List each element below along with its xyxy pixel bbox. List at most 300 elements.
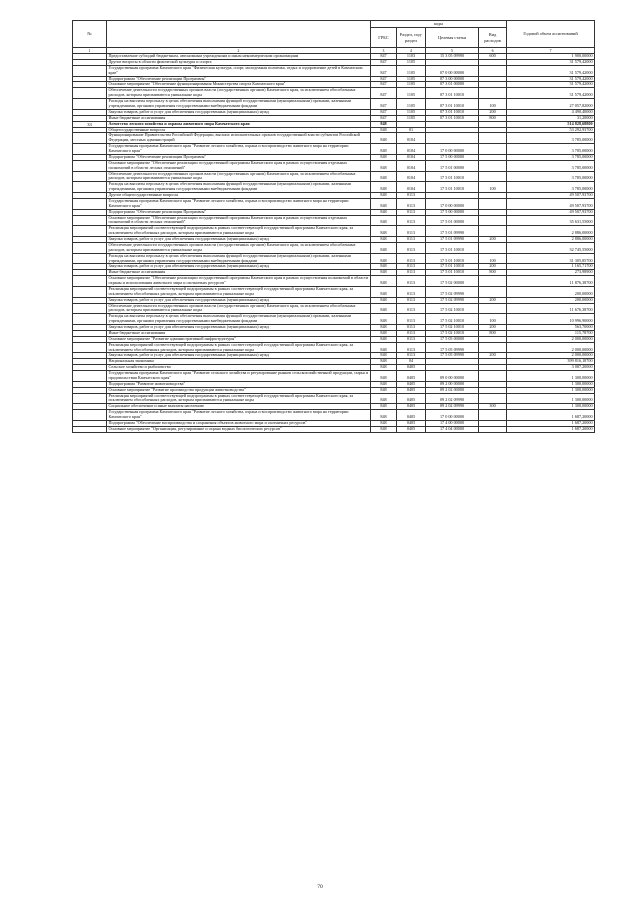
row-csr: 17 5 01 10010 <box>426 182 479 193</box>
row-grbs: 848 <box>371 420 397 426</box>
row-csr: 17 5 02 10010 <box>426 330 479 336</box>
row-csr: 07 3 01 10010 <box>426 109 479 115</box>
row-name: Обеспечение деятельности государственных органов власти (государственных органов) Камчатского края, за исключением обособленных расходов, которым присваиваются уникальные коды <box>107 88 371 99</box>
row-vr: 600 <box>479 54 507 60</box>
row-razdel: 0405 <box>397 426 426 432</box>
row-name: Обеспечение деятельности государственных органов власти (государственных органов) Камчатского края, за исключением обособленных расходов, которым присваиваются уникальные коды <box>107 303 371 314</box>
row-csr: 07 3 01 10010 <box>426 99 479 110</box>
row-razdel: 0405 <box>397 410 426 421</box>
row-number <box>73 160 107 171</box>
row-vr: 800 <box>479 330 507 336</box>
row-csr: 17 5 02 10010 <box>426 325 479 331</box>
row-amount: 31 305,85700 <box>507 253 595 264</box>
row-number <box>73 426 107 432</box>
row-grbs: 847 <box>371 82 397 88</box>
row-csr: 09 2 02 09990 <box>426 404 479 410</box>
row-razdel: 0113 <box>397 353 426 359</box>
row-razdel: 0104 <box>397 133 426 144</box>
row-number <box>73 371 107 382</box>
row-csr: 17 0 00 00000 <box>426 410 479 421</box>
row-amount: 49 507,93700 <box>507 193 595 199</box>
row-amount: 200,00000 <box>507 297 595 303</box>
row-amount: 3 785,00000 <box>507 182 595 193</box>
table-row <box>73 276 595 287</box>
row-grbs: 848 <box>371 410 397 421</box>
row-razdel: 0104 <box>397 171 426 182</box>
row-name: Расходы на выплаты персоналу в целях обеспечения выполнения функций государственными (муниципальными) органами, казенными учреждениями, органами управления государственными внебюджетными фондами <box>107 314 371 325</box>
table-row <box>73 314 595 325</box>
table-row <box>73 65 595 76</box>
row-csr <box>426 133 479 144</box>
row-amount: 53 292,93700 <box>507 127 595 133</box>
row-name: Государственная программа Камчатского края "Развитие лесного хозяйства, охрана и воспроизводство животного мира на территории Камчатского края" <box>107 198 371 209</box>
row-razdel: 0113 <box>397 264 426 270</box>
row-number <box>73 171 107 182</box>
table-row <box>73 410 595 421</box>
row-vr: 800 <box>479 270 507 276</box>
row-grbs: 847 <box>371 109 397 115</box>
page-number: 70 <box>317 884 323 890</box>
row-csr: 09 2 00 00000 <box>426 381 479 387</box>
row-csr: 17 5 05 09990 <box>426 353 479 359</box>
row-name: Подпрограмма "Обеспечение воспроизводства и сохранения объектов животного мира и охотничьих ресурсов" <box>107 420 371 426</box>
header-num: № <box>73 21 107 48</box>
row-amount: 1 687,20000 <box>507 420 595 426</box>
row-amount: 31 579,42000 <box>507 82 595 88</box>
row-name: Основное мероприятие "Обеспечение функционирования Министерства спорта Камчатского края" <box>107 82 371 88</box>
table-row <box>73 393 595 404</box>
row-grbs: 848 <box>371 226 397 237</box>
row-razdel: 0113 <box>397 237 426 243</box>
row-name: Основное мероприятие "Развитие производства продукции животноводства" <box>107 387 371 393</box>
row-razdel: 0113 <box>397 198 426 209</box>
row-razdel: 0113 <box>397 342 426 353</box>
row-razdel: 0104 <box>397 144 426 155</box>
row-amount: 11 876,38700 <box>507 276 595 287</box>
row-number <box>73 242 107 253</box>
row-razdel: 1105 <box>397 99 426 110</box>
row-csr: 17 5 01 10010 <box>426 253 479 264</box>
row-name: Общегосударственные вопросы <box>107 127 371 133</box>
row-vr <box>479 133 507 144</box>
row-name: Основное мероприятие "Обеспечение реализации государственной программы Камчатского края в рамках осуществления отдельных полномочий в области лесных отношений" <box>107 215 371 226</box>
row-name: Сельское хозяйство и рыболовство <box>107 365 371 371</box>
row-name: Подпрограмма "Развитие животноводства" <box>107 381 371 387</box>
row-grbs: 848 <box>371 353 397 359</box>
header-csr: Целевая статья <box>426 28 479 48</box>
row-csr: 17 0 00 00000 <box>426 198 479 209</box>
row-number <box>73 303 107 314</box>
header-codes: коды <box>371 21 507 28</box>
row-csr: 17 0 00 00000 <box>426 144 479 155</box>
row-razdel: 01 <box>397 127 426 133</box>
row-grbs: 847 <box>371 54 397 60</box>
row-number: 33 <box>73 121 107 127</box>
row-razdel: 0405 <box>397 404 426 410</box>
row-name: Закупка товаров, работ и услуг для обеспечения государственных (муниципальных) нужд <box>107 264 371 270</box>
row-name: Обеспечение деятельности государственных органов власти (государственных органов) Камчатского края, за исключением обособленных расходов, которым присваиваются уникальные коды <box>107 242 371 253</box>
row-razdel: 0113 <box>397 330 426 336</box>
row-vr <box>479 393 507 404</box>
row-csr: 17 5 01 00000 <box>426 160 479 171</box>
row-csr: 17 5 01 09990 <box>426 237 479 243</box>
row-vr: 200 <box>479 264 507 270</box>
row-vr <box>479 198 507 209</box>
row-grbs: 848 <box>371 264 397 270</box>
row-vr <box>479 171 507 182</box>
table-row <box>73 215 595 226</box>
row-amount: 3 785,00000 <box>507 154 595 160</box>
row-razdel: 1105 <box>397 88 426 99</box>
row-grbs: 848 <box>371 160 397 171</box>
row-grbs: 848 <box>371 242 397 253</box>
row-razdel: 1105 <box>397 115 426 121</box>
row-grbs: 847 <box>371 76 397 82</box>
table-row <box>73 160 595 171</box>
row-csr: 17 4 04 00000 <box>426 426 479 432</box>
table-row <box>73 198 595 209</box>
row-vr: 200 <box>479 353 507 359</box>
row-amount: 31 579,42000 <box>507 59 595 65</box>
index-cell: 6 <box>479 48 507 54</box>
row-name: Государственная программа Камчатского края "Развитие лесного хозяйства, охрана и воспроизводство животного мира на территории Камчатского края" <box>107 144 371 155</box>
row-name: Основное мероприятие "Обеспечение реализации государственной программы Камчатского края в рамках осуществления отдельных полномочий в области лесных отношений" <box>107 160 371 171</box>
row-razdel: 1105 <box>397 82 426 88</box>
row-name: Иные бюджетные ассигнования <box>107 270 371 276</box>
row-vr <box>479 144 507 155</box>
row-grbs: 848 <box>371 144 397 155</box>
row-amount: 399 816,18700 <box>507 359 595 365</box>
row-amount: 563,70000 <box>507 325 595 331</box>
row-name: Национальная экономика <box>107 359 371 365</box>
row-csr: 17 5 01 00000 <box>426 215 479 226</box>
row-name: Закупка товаров, работ и услуг для обеспечения государственных (муниципальных) нужд <box>107 109 371 115</box>
row-amount: 3 087,20000 <box>507 365 595 371</box>
row-grbs: 848 <box>371 209 397 215</box>
row-csr: 09 2 02 00000 <box>426 387 479 393</box>
row-grbs: 848 <box>371 276 397 287</box>
row-name: Другие вопросы в области физической культуры и спорта <box>107 59 371 65</box>
row-grbs: 848 <box>371 286 397 297</box>
index-cell: 4 <box>397 48 426 54</box>
row-razdel: 0113 <box>397 215 426 226</box>
row-amount: 273,98900 <box>507 270 595 276</box>
table-row <box>73 342 595 353</box>
row-grbs: 848 <box>371 426 397 432</box>
row-razdel: 0113 <box>397 242 426 253</box>
row-grbs: 848 <box>371 387 397 393</box>
row-csr: 17 5 02 09990 <box>426 286 479 297</box>
row-grbs: 847 <box>371 115 397 121</box>
row-amount: 1 165,71700 <box>507 264 595 270</box>
row-razdel: 0405 <box>397 393 426 404</box>
row-grbs: 847 <box>371 59 397 65</box>
row-name: Расходы на выплаты персоналу в целях обеспечения выполнения функций государственными (муниципальными) органами, казенными учреждениями, органами управления государственными внебюджетными фондами <box>107 182 371 193</box>
row-vr <box>479 342 507 353</box>
table-row <box>73 371 595 382</box>
row-vr <box>479 371 507 382</box>
index-cell: 3 <box>371 48 397 54</box>
row-grbs: 848 <box>371 359 397 365</box>
header-grbs: ГРБС <box>371 28 397 48</box>
row-vr <box>479 242 507 253</box>
row-razdel: 0113 <box>397 336 426 342</box>
row-name: Основное мероприятие "Обеспечение реализации государственной программы Камчатского края в рамках осуществления полномочий в области охраны и использования животного мира и охотничьих ресурсов" <box>107 276 371 287</box>
table-row <box>73 133 595 144</box>
row-grbs: 848 <box>371 182 397 193</box>
header-amount: Годовой объем ассигнований <box>507 21 595 48</box>
row-name: Обеспечение деятельности государственных органов власти (государственных органов) Камчатского края, за исключением обособленных расходов, которым присваиваются уникальные коды <box>107 171 371 182</box>
row-grbs: 848 <box>371 381 397 387</box>
row-csr: 17 4 00 00000 <box>426 420 479 426</box>
row-vr: 100 <box>479 99 507 110</box>
row-razdel: 1103 <box>397 54 426 60</box>
row-amount: 2 000,00000 <box>507 353 595 359</box>
row-grbs: 848 <box>371 303 397 314</box>
budget-table-sheet <box>72 20 594 433</box>
row-amount: 49 507,93700 <box>507 209 595 215</box>
row-razdel: 0104 <box>397 182 426 193</box>
table-row <box>73 99 595 110</box>
row-razdel: 04 <box>397 359 426 365</box>
row-vr <box>479 426 507 432</box>
row-vr: 100 <box>479 314 507 325</box>
row-razdel: 0405 <box>397 371 426 382</box>
row-number <box>73 144 107 155</box>
row-vr: 200 <box>479 109 507 115</box>
row-number <box>73 88 107 99</box>
row-csr: 17 5 01 10010 <box>426 171 479 182</box>
row-razdel: 0113 <box>397 270 426 276</box>
row-name: Предоставление субсидий бюджетным, автономным учреждениям и иным некоммерческим организациям <box>107 54 371 60</box>
row-name: Реализация мероприятий соответствующей подпрограммы в рамках соответствующей государственной программы Камчатского края, за исключением обособленных расходов, которым присваиваются уникальные коды <box>107 393 371 404</box>
index-cell: 2 <box>107 48 371 54</box>
row-number <box>73 342 107 353</box>
row-name: Иные бюджетные ассигнования <box>107 330 371 336</box>
row-grbs: 848 <box>371 154 397 160</box>
table-row <box>73 182 595 193</box>
table-body <box>73 54 595 433</box>
row-amount: 31 579,42000 <box>507 76 595 82</box>
index-cell: 1 <box>73 48 107 54</box>
header-name <box>107 21 371 48</box>
row-number <box>73 226 107 237</box>
table-row <box>73 303 595 314</box>
row-razdel: 0113 <box>397 297 426 303</box>
row-csr: 17 5 01 10010 <box>426 242 479 253</box>
row-grbs: 847 <box>371 65 397 76</box>
row-csr: 17 5 02 10010 <box>426 303 479 314</box>
index-cell: 7 <box>507 48 595 54</box>
row-grbs: 848 <box>371 371 397 382</box>
row-grbs: 848 <box>371 127 397 133</box>
row-grbs: 848 <box>371 393 397 404</box>
row-amount: 1 687,20000 <box>507 410 595 421</box>
row-razdel: 0405 <box>397 365 426 371</box>
index-cell: 5 <box>426 48 479 54</box>
row-name: Реализация мероприятий соответствующей подпрограммы в рамках соответствующей государственной программы Камчатского края, за исключением обособленных расходов, которым присваиваются уникальные коды <box>107 226 371 237</box>
row-name: Функционирование Правительства Российской Федерации, высших исполнительных органов государственной власти субъектов Российской Федерации, местных администраций <box>107 133 371 144</box>
row-amount: 514 828,68800 <box>507 121 595 127</box>
row-name: Расходы на выплаты персоналу в целях обеспечения выполнения функций государственными (муниципальными) органами, казенными учреждениями, органами управления государственными внебюджетными фондами <box>107 99 371 110</box>
row-razdel: 1105 <box>397 76 426 82</box>
row-csr: 15 3 05 09990 <box>426 54 479 60</box>
row-grbs: 848 <box>371 237 397 243</box>
row-csr: 07 3 01 10010 <box>426 115 479 121</box>
row-name: Социальное обеспечение и иные выплаты населению <box>107 404 371 410</box>
row-vr <box>479 303 507 314</box>
row-amount: 27 057,82000 <box>507 99 595 110</box>
row-csr: 07 0 00 00000 <box>426 65 479 76</box>
row-razdel: 0113 <box>397 303 426 314</box>
row-razdel: 0405 <box>397 387 426 393</box>
row-csr: 17 5 01 10010 <box>426 270 479 276</box>
row-number <box>73 215 107 226</box>
row-amount: 200,00000 <box>507 286 595 297</box>
row-razdel: 0113 <box>397 325 426 331</box>
row-amount: 11 676,38700 <box>507 303 595 314</box>
row-vr: 800 <box>479 115 507 121</box>
row-razdel: 0113 <box>397 226 426 237</box>
row-number <box>73 182 107 193</box>
row-amount: 1 300,00000 <box>507 381 595 387</box>
table-row <box>73 171 595 182</box>
row-amount: 10 996,90000 <box>507 314 595 325</box>
row-number <box>73 133 107 144</box>
row-razdel: 0113 <box>397 209 426 215</box>
row-vr <box>479 160 507 171</box>
row-grbs: 848 <box>371 193 397 199</box>
row-grbs: 848 <box>371 215 397 226</box>
row-grbs: 848 <box>371 198 397 209</box>
row-grbs: 847 <box>371 88 397 99</box>
row-vr: 200 <box>479 297 507 303</box>
row-razdel: 0113 <box>397 276 426 287</box>
row-vr <box>479 65 507 76</box>
row-csr: 17 5 00 00000 <box>426 209 479 215</box>
row-amount: 49 507,93700 <box>507 198 595 209</box>
row-name: Реализация мероприятий соответствующей подпрограммы в рамках соответствующей государственной программы Камчатского края, за исключением обособленных расходов, которым присваиваются уникальные коды <box>107 342 371 353</box>
row-amount: 2 000,00000 <box>507 336 595 342</box>
row-amount: 31 579,42000 <box>507 65 595 76</box>
row-vr: 100 <box>479 182 507 193</box>
table-row <box>73 88 595 99</box>
row-amount: 31 579,42000 <box>507 88 595 99</box>
row-name: Основное мероприятие "Организация, регулирование и охрана водных биологических ресурсов" <box>107 426 371 432</box>
row-razdel: 1105 <box>397 59 426 65</box>
row-name: Закупка товаров, работ и услуг для обеспечения государственных (муниципальных) нужд <box>107 353 371 359</box>
row-csr: 09 0 00 00000 <box>426 371 479 382</box>
table-row <box>73 253 595 264</box>
row-name: Иные бюджетные ассигнования <box>107 115 371 121</box>
row-vr <box>479 286 507 297</box>
row-amount: 2 886,00000 <box>507 226 595 237</box>
row-name: Подпрограмма "Обеспечение реализации Программы" <box>107 76 371 82</box>
row-number <box>73 276 107 287</box>
row-amount: 35 631,55000 <box>507 215 595 226</box>
row-amount: 1 687,20000 <box>507 426 595 432</box>
row-number <box>73 198 107 209</box>
row-amount: 1 300,00000 <box>507 404 595 410</box>
row-csr: 07 3 01 10010 <box>426 88 479 99</box>
row-number <box>73 393 107 404</box>
row-amount: 31,20000 <box>507 115 595 121</box>
row-name: Расходы на выплаты персоналу в целях обеспечения выполнения функций государственными (муниципальными) органами, казенными учреждениями, органами управления государственными внебюджетными фондами <box>107 253 371 264</box>
row-grbs: 848 <box>371 330 397 336</box>
row-csr: 17 5 02 10010 <box>426 314 479 325</box>
row-grbs: 847 <box>371 99 397 110</box>
row-grbs: 848 <box>371 270 397 276</box>
row-vr: 300 <box>479 404 507 410</box>
row-csr: 07 3 00 00000 <box>426 76 479 82</box>
table-row <box>73 242 595 253</box>
row-amount: 1 900,00000 <box>507 54 595 60</box>
row-number <box>73 286 107 297</box>
row-csr: 17 5 01 09990 <box>426 226 479 237</box>
row-name: Другие общегосударственные вопросы <box>107 193 371 199</box>
row-csr: 17 5 00 00000 <box>426 154 479 160</box>
row-razdel: 1105 <box>397 65 426 76</box>
row-amount: 2 000,00000 <box>507 342 595 353</box>
row-csr: 09 2 02 09990 <box>426 393 479 404</box>
row-grbs: 848 <box>371 336 397 342</box>
row-grbs: 848 <box>371 171 397 182</box>
row-razdel: 0113 <box>397 286 426 297</box>
row-number <box>73 314 107 325</box>
row-amount: 32 745,55000 <box>507 242 595 253</box>
row-csr: 17 5 05 09990 <box>426 342 479 353</box>
row-razdel: 0113 <box>397 253 426 264</box>
row-vr: 200 <box>479 325 507 331</box>
row-name: Реализация мероприятий соответствующей подпрограммы в рамках соответствующей государственной программы Камчатского края, за исключением обособленных расходов, которым присваиваются уникальные коды <box>107 286 371 297</box>
row-razdel: 0405 <box>397 420 426 426</box>
row-grbs: 848 <box>371 325 397 331</box>
table-row <box>73 286 595 297</box>
row-vr <box>479 410 507 421</box>
table-row <box>73 144 595 155</box>
row-name: Подпрограмма "Обеспечение реализации Программы" <box>107 209 371 215</box>
header-razdel: Раздел, под-раздел <box>397 28 426 48</box>
row-razdel: 1105 <box>397 109 426 115</box>
row-vr: 200 <box>479 237 507 243</box>
row-amount: 115,78700 <box>507 330 595 336</box>
row-amount: 2 886,00000 <box>507 237 595 243</box>
row-name: Закупка товаров, работ и услуг для обеспечения государственных (муниципальных) нужд <box>107 237 371 243</box>
row-grbs: 848 <box>371 253 397 264</box>
row-csr: 17 5 05 00000 <box>426 336 479 342</box>
row-grbs: 848 <box>371 314 397 325</box>
row-vr <box>479 226 507 237</box>
row-amount: 1 300,00000 <box>507 393 595 404</box>
row-name: Основное мероприятие "Развитие административной инфраструктуры" <box>107 336 371 342</box>
row-csr: 17 5 01 10010 <box>426 264 479 270</box>
row-amount: 4 490,40000 <box>507 109 595 115</box>
row-number <box>73 410 107 421</box>
row-grbs: 848 <box>371 404 397 410</box>
row-csr: 17 5 02 09990 <box>426 297 479 303</box>
row-vr: 100 <box>479 253 507 264</box>
row-number <box>73 253 107 264</box>
row-razdel: 0104 <box>397 160 426 171</box>
row-amount: 1 300,00000 <box>507 371 595 382</box>
row-razdel: 0405 <box>397 381 426 387</box>
table-row <box>73 426 595 432</box>
row-name: Закупка товаров, работ и услуг для обеспечения государственных (муниципальных) нужд <box>107 297 371 303</box>
row-razdel: 0104 <box>397 154 426 160</box>
table-row <box>73 226 595 237</box>
row-razdel: 0113 <box>397 314 426 325</box>
row-razdel: 0113 <box>397 193 426 199</box>
